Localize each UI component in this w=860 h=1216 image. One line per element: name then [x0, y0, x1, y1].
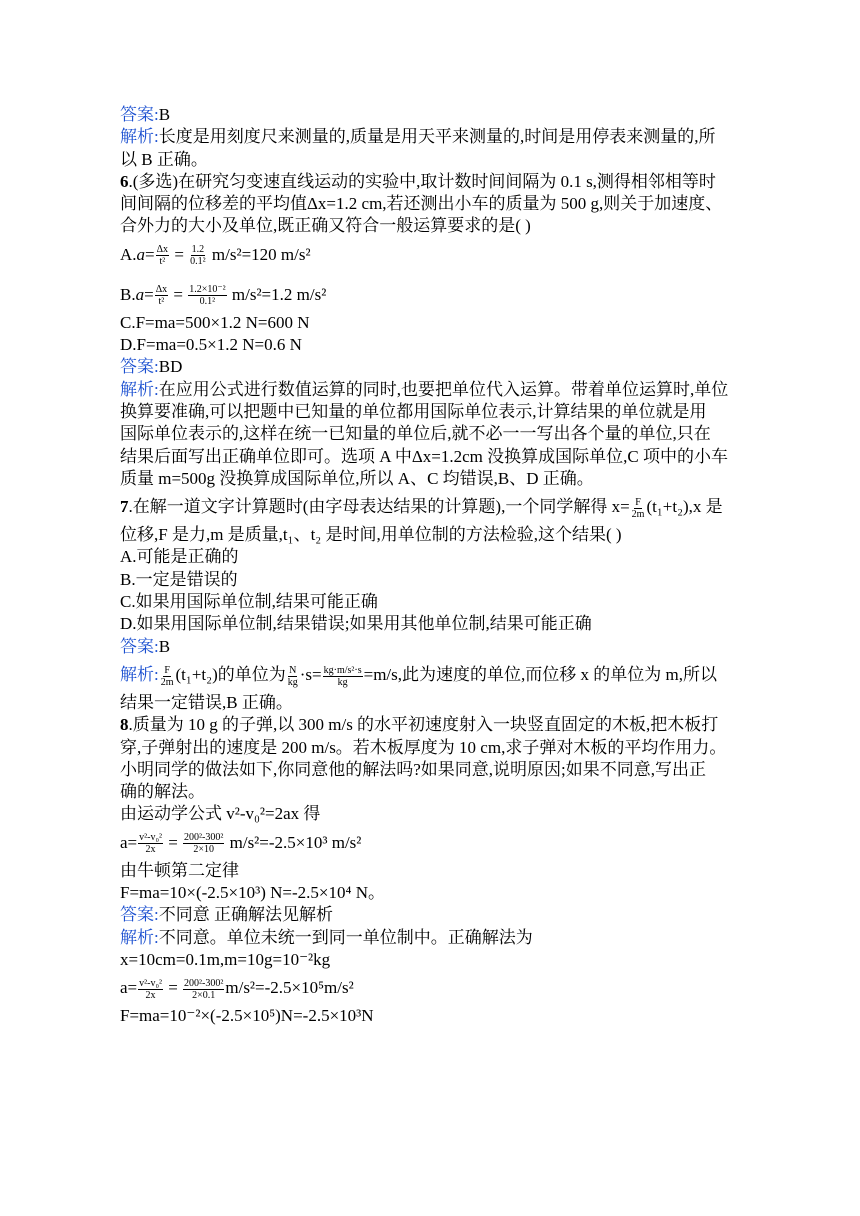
- fraction: $\frac{\text{v²-v₀²}}{2x}$: [139, 832, 162, 856]
- question-text: .质量为 10 g 的子弹,以 300 m/s 的水平初速度射入一块竖直固定的木板,把木板打: [128, 715, 719, 735]
- option-a: A.可能是正确的: [120, 547, 239, 567]
- answer-value: B: [158, 105, 171, 124]
- fraction: $\frac{\text{kg·m/s²·s}}{kg}$: [323, 664, 362, 688]
- explanation-line: [120, 927, 740, 949]
- option-b: B.a= $\frac{\Delta x}{\text{t²}}$ = $\frac{\text{1.2×10⁻²}}{\text{0.1²}}$ m/s²=1.2 m/s²: [120, 284, 327, 308]
- answer-label: 答案:: [120, 357, 159, 377]
- question-8-stem: [120, 714, 740, 736]
- explanation-line: 国际单位表示的,这样在统一已知量的单位后,就不必一一写出各个量的单位,只在: [120, 424, 711, 444]
- answer-line: [120, 904, 740, 926]
- work-line: 由牛顿第二定律: [120, 860, 239, 880]
- explanation-line: 质量 m=500g 没换算成国际单位,所以 A、C 均错误,B、D 正确。: [120, 468, 594, 488]
- question-number: 6: [120, 171, 129, 191]
- fraction: $\frac{\text{v²-v₀²}}{2x}$: [139, 977, 162, 1001]
- option-c: C.如果用国际单位制,结果可能正确: [120, 592, 378, 612]
- answer-line: [120, 104, 740, 126]
- fraction: $\frac{\text{1.2×10⁻²}}{\text{0.1²}}$: [189, 284, 226, 308]
- option-a: A.a= $\frac{\Delta x}{\text{t²}}$ = $\frac{1.2}{\text{0.1²}}$ m/s²=120 m/s²: [120, 244, 311, 268]
- question-text: 穿,子弹射出的速度是 200 m/s。若木板厚度为 10 cm,求子弹对木板的平均作用力。: [120, 737, 727, 757]
- option-b: B.一定是错误的: [120, 569, 238, 589]
- explanation-line: 结果后面写出正确单位即可。选项 A 中Δx=1.2cm 没换算成国际单位,C 项中的小车: [120, 446, 728, 466]
- question-7-stem: 7.在解一道文字计算题时(由字母表达结果的计算题),一个同学解得 x= $\frac{F}{2m}$ (t₁+t₂),x 是: [120, 496, 723, 520]
- explanation-label: 解析:: [120, 379, 159, 399]
- explanation-line: 结果一定错误,B 正确。: [120, 692, 293, 712]
- answer-label: 答案:: [120, 905, 159, 925]
- fraction: $\frac{\text{200²-300²}}{2\times 0.1}$: [184, 977, 224, 1001]
- question-6-stem: [120, 171, 740, 193]
- explanation-text: 在应用公式进行数值运算的同时,也要把单位代入运算。带着单位运算时,单位: [158, 379, 729, 399]
- explanation-line: x=10cm=0.1m,m=10g=10⁻²kg: [120, 949, 331, 969]
- option-c: C.F=ma=500×1.2 N=600 N: [120, 312, 310, 332]
- fraction: $\frac{1.2}{\text{0.1²}}$: [190, 244, 206, 268]
- fraction: $\frac{N}{kg}$: [287, 664, 298, 688]
- explanation-label: 解析:: [120, 127, 159, 147]
- document-page: [120, 104, 740, 1028]
- fraction: $\frac{\text{200²-300²}}{2\times 10}$: [184, 832, 224, 856]
- question-number: 8: [120, 715, 129, 735]
- explanation-line: F=ma=10⁻²×(-2.5×10⁵)N=-2.5×10³N: [120, 1006, 374, 1026]
- fraction: $\frac{\Delta x}{\text{t²}}$: [156, 244, 169, 268]
- work-formula: a= $\frac{\text{v²-v₀²}}{2x}$ = $\frac{\text{200²-300²}}{2\times 10}$ m/s²=-2.5×10³ m/s²: [120, 832, 362, 856]
- explanation-line: 解析: $\frac{F}{2m}$ (t₁+t₂)的单位为 $\frac{N}{kg}$ ·s= $\frac{\text{kg·m/s²·s}}{kg}$ =m/s,此为速度的单位,而位移 x 的单位为 m,所以: [120, 664, 717, 688]
- answer-value: B: [158, 636, 171, 656]
- answer-line: [120, 636, 740, 658]
- answer-value: BD: [158, 357, 183, 377]
- fraction: $\frac{F}{2m}$: [160, 664, 174, 688]
- answer-value: 不同意 正确解法见解析: [158, 905, 333, 925]
- explanation-line: [120, 379, 740, 401]
- explanation-line: [120, 126, 740, 148]
- explanation-line: 以 B 正确。: [120, 149, 208, 169]
- question-text: 合外力的大小及单位,既正确又符合一般运算要求的是( ): [120, 216, 531, 236]
- answer-label: 答案:: [120, 105, 159, 124]
- option-d: D.F=ma=0.5×1.2 N=0.6 N: [120, 335, 302, 355]
- explanation-text: 不同意。单位未统一到同一单位制中。正确解法为: [158, 927, 533, 947]
- explanation-text: 长度是用刻度尺来测量的,质量是用天平来测量的,时间是用停表来测量的,所: [158, 127, 716, 147]
- question-text: 位移,F 是力,m 是质量,t₁、t₂ 是时间,用单位制的方法检验,这个结果( ): [120, 525, 622, 545]
- answer-label: 答案:: [120, 636, 159, 656]
- answer-line: [120, 356, 740, 378]
- explanation-label: 解析:: [120, 664, 159, 684]
- question-number: 7: [120, 497, 129, 517]
- fraction: $\frac{F}{2m}$: [631, 496, 645, 520]
- explanation-label: 解析:: [120, 927, 159, 947]
- work-line: 由运动学公式 v²-v₀²=2ax 得: [120, 804, 321, 824]
- question-text: 确的解法。: [120, 782, 205, 802]
- option-d: D.如果用国际单位制,结果错误;如果用其他单位制,结果可能正确: [120, 614, 592, 634]
- explanation-line: 换算要准确,可以把题中已知量的单位都用国际单位表示,计算结果的单位就是用: [120, 401, 707, 421]
- explanation-formula: a= $\frac{\text{v²-v₀²}}{2x}$ = $\frac{\text{200²-300²}}{2\times 0.1}$ m/s²=-2.5×10⁵m/s²: [120, 977, 354, 1001]
- fraction: $\frac{\Delta x}{\text{t²}}$: [155, 284, 168, 308]
- work-line: F=ma=10×(-2.5×10³) N=-2.5×10⁴ N。: [120, 883, 385, 903]
- question-text: 间间隔的位移差的平均值Δx=1.2 cm,若还测出小车的质量为 500 g,则关于加速度、: [120, 194, 723, 214]
- question-text: .(多选)在研究匀变速直线运动的实验中,取计数时间间隔为 0.1 s,测得相邻相等时: [128, 171, 716, 191]
- question-text: 小明同学的做法如下,你同意他的解法吗?如果同意,说明原因;如果不同意,写出正: [120, 759, 707, 779]
